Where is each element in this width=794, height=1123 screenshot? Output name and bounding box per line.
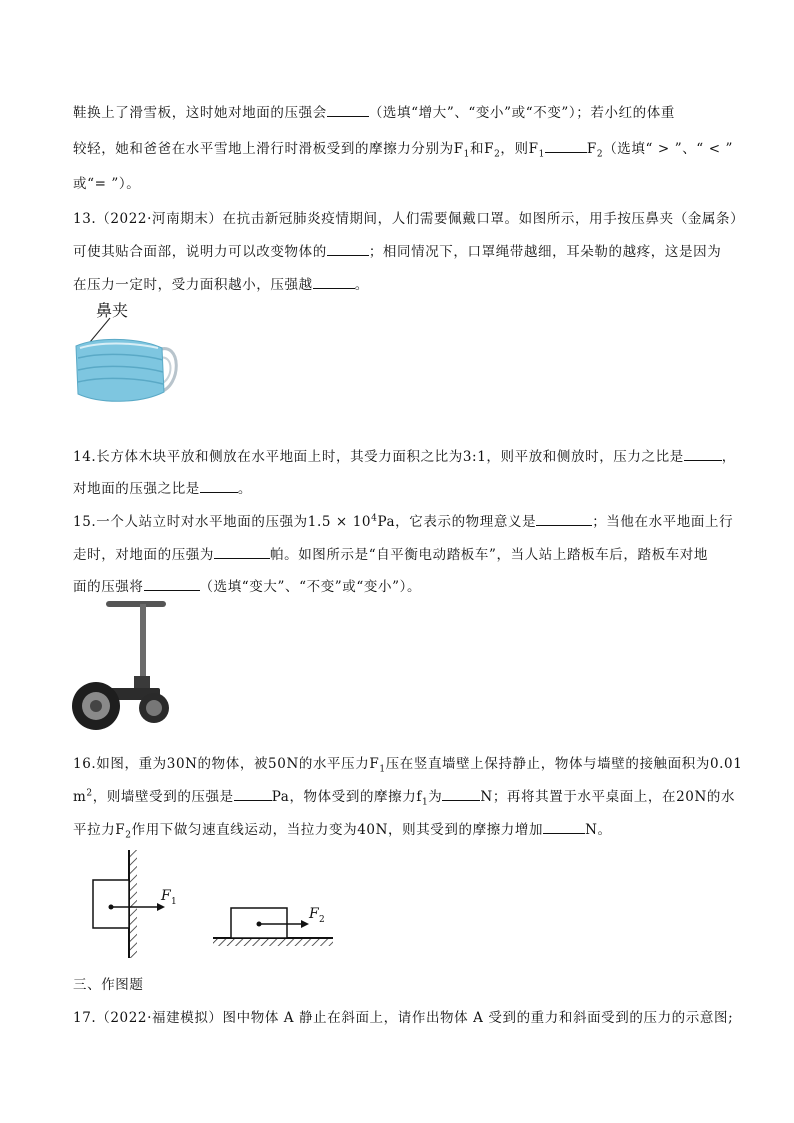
f2-label: F bbox=[309, 906, 319, 922]
answer-blank[interactable] bbox=[234, 787, 272, 801]
q16-line2: $m^2$，则墙壁受到的压强是 Pa，物体受到的摩擦力$f_1$为 N；再将其置于水平桌面上，在20N的水 bbox=[73, 788, 736, 808]
answer-blank[interactable] bbox=[144, 577, 200, 591]
q13-line3: 在压力一定时，受力面积越小，压强越 。 bbox=[73, 277, 369, 293]
q12-line3: 或“= ”）。 bbox=[73, 176, 141, 192]
segway-figure bbox=[70, 596, 170, 736]
q15-line3: 面的压强将 （选填“变大”、“不变”或“变小”）。 bbox=[73, 579, 422, 595]
q15-line1: 15.一个人站立时对水平地面的压强为$1.5 \times 10^4Pa$，它表示的物理意义是 ；当他在水平地面上行 bbox=[73, 513, 734, 530]
answer-blank[interactable] bbox=[327, 242, 369, 256]
wall bbox=[129, 850, 137, 958]
q16-line1: 16.如图，重为30N的物体，被50N的水平压力$F_1$压在竖直墙壁上保持静止，物体与墙壁的接触面积为0.01 bbox=[73, 756, 743, 775]
f1-label: F bbox=[161, 888, 171, 904]
answer-blank[interactable] bbox=[327, 103, 369, 117]
q15-line2: 走时，对地面的压强为 帕。如图所示是“自平衡电动踏板车”，当人站上踏板车后，踏板车对地 bbox=[73, 547, 709, 563]
answer-blank[interactable] bbox=[684, 447, 722, 461]
q17-line1: 17.（2022·福建模拟）图中物体 A 静止在斜面上，请作出物体 A 受到的重力和斜面受到的压力的示意图; bbox=[73, 1010, 734, 1026]
q13-line1: 13.（2022·河南期末）在抗击新冠肺炎疫情期间，人们需要佩戴口罩。如图所示，用手按压鼻夹（金属条） bbox=[73, 211, 745, 227]
answer-blank[interactable] bbox=[536, 512, 592, 526]
block-on-wall bbox=[93, 880, 129, 928]
q12-line1: 鞋换上了滑雪板，这时她对地面的压强会 （选填“增大”、“变小”或“不变”）；若小红的体重 bbox=[73, 105, 675, 121]
force-diagram-svg bbox=[85, 850, 345, 960]
answer-blank[interactable] bbox=[313, 275, 355, 289]
segway-icon bbox=[70, 596, 170, 736]
answer-blank[interactable] bbox=[543, 820, 585, 834]
mask-figure bbox=[70, 296, 182, 414]
force-diagrams bbox=[85, 850, 345, 960]
q12-line2: 较轻，她和爸爸在水平雪地上滑行时滑板受到的摩擦力分别为$F_1$和$F_2$，则$F_1$ $F_2$（选填“ > ”、“ < ” bbox=[73, 141, 733, 160]
q13-line2: 可使其贴合面部，说明力可以改变物体的 ；相同情况下，口罩绳带越细，耳朵勒的越疼，这是因为 bbox=[73, 244, 722, 260]
answer-blank[interactable] bbox=[200, 479, 238, 493]
answer-blank[interactable] bbox=[545, 139, 587, 153]
answer-blank[interactable] bbox=[442, 787, 480, 801]
floor bbox=[213, 938, 333, 946]
section-title: 三、作图题 bbox=[73, 977, 144, 993]
q14-line2: 对地面的压强之比是 。 bbox=[73, 481, 253, 497]
q14-line1: 14.长方体木块平放和侧放在水平地面上时，其受力面积之比为3:1，则平放和侧放时，压力之比是 ， bbox=[73, 449, 736, 465]
nose-clip-label: 鼻夹 bbox=[96, 301, 129, 320]
answer-blank[interactable] bbox=[214, 545, 270, 559]
f1-subscript: 1 bbox=[171, 897, 177, 907]
f2-subscript: 2 bbox=[319, 915, 325, 925]
q16-line3: 平拉力$F_2$作用下做匀速直线运动，当拉力变为40N，则其受到的摩擦力增加 N。 bbox=[73, 822, 612, 841]
